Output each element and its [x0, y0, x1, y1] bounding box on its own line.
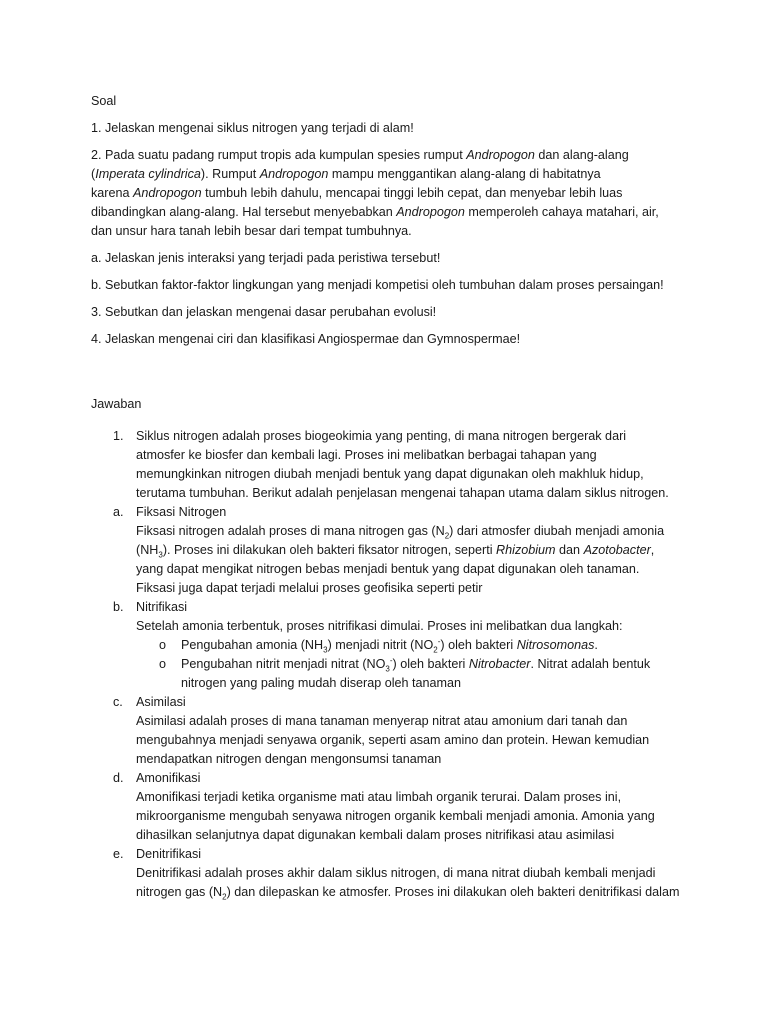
section-b-nitrifikasi	[91, 598, 691, 693]
answer-1-line: memungkinkan nitrogen diubah menjadi bentuk yang dapat digunakan oleh makhluk hidup,	[136, 467, 644, 481]
section-a-title: Fiksasi Nitrogen	[136, 505, 227, 519]
bullet-item-2	[91, 655, 691, 693]
bullet-icon: o	[159, 657, 167, 671]
section-b-title: Nitrifikasi	[136, 600, 188, 614]
section-a-line: yang dapat mengikat nitrogen bebas menjadi bentuk yang dapat digunakan oleh tanaman.	[136, 562, 640, 576]
section-a-line: Fiksasi juga dapat terjadi melalui proses geofisika seperti petir	[136, 581, 483, 595]
question-1: 1. Jelaskan mengenai siklus nitrogen yang terjadi di alam!	[91, 121, 414, 135]
answer-1-number: 1.	[113, 429, 124, 443]
answer-1-line: Siklus nitrogen adalah proses biogeokimia yang penting, di mana nitrogen bergerak dari	[136, 429, 627, 443]
section-d-letter: d.	[113, 771, 124, 785]
jawaban-heading: Jawaban	[91, 397, 142, 411]
section-d-line: Amonifikasi terjadi ketika organisme mati atau limbah organik terurai. Dalam proses ini,	[136, 790, 622, 804]
section-c-line: mendapatkan nitrogen dengan mengonsumsi tanaman	[136, 752, 442, 766]
section-c-asimilasi	[91, 693, 691, 769]
question-2-line-1: 2. Pada suatu padang rumput tropis ada kumpulan spesies rumput Andropogon dan alang-alang	[91, 148, 629, 162]
section-c-title: Asimilasi	[136, 695, 186, 709]
section-d-line: mikroorganisme mengubah senyawa nitrogen organik kembali menjadi amonia. Amonia yang	[136, 809, 655, 823]
question-2-line-3: karena Andropogon tumbuh lebih dahulu, mencapai tinggi lebih cepat, dan menyebar lebih luas	[91, 186, 623, 200]
question-2a: a. Jelaskan jenis interaksi yang terjadi pada peristiwa tersebut!	[91, 251, 441, 265]
section-b-line: Setelah amonia terbentuk, proses nitrifikasi dimulai. Proses ini melibatkan dua langkah:	[136, 619, 623, 633]
section-a-line: Fiksasi nitrogen adalah proses di mana nitrogen gas $(N_2)$ dari atmosfer diubah menjadi amonia	[136, 524, 665, 541]
question-2	[91, 146, 691, 241]
section-d-title: Amonifikasi	[136, 771, 201, 785]
soal-heading: Soal	[91, 94, 117, 108]
bullet-1-text: Pengubahan amonia $(NH_3)$ menjadi nitrit $(NO_2^-)$ oleh bakteri Nitrosomonas.	[181, 636, 598, 655]
answer-1-line: terutama tumbuhan. Berikut adalah penjelasan mengenai tahapan utama dalam siklus nitrogen.	[136, 486, 669, 500]
section-c-letter: c.	[113, 695, 123, 709]
bullet-2-text: Pengubahan nitrit menjadi nitrat $(NO_3^-)$ oleh bakteri Nitrobacter. Nitrat adalah bentuk	[181, 655, 651, 674]
document-page	[91, 92, 691, 902]
question-4: 4. Jelaskan mengenai ciri dan klasifikasi Angiospermae dan Gymnospermae!	[91, 332, 521, 346]
section-e-letter: e.	[113, 847, 124, 861]
section-a-line: $(NH_3)$. Proses ini dilakukan oleh bakteri fiksator nitrogen, seperti Rhizobium dan Azotobacter,	[136, 543, 655, 560]
section-e-line: nitrogen gas $(N_2)$ dan dilepaskan ke atmosfer. Proses ini dilakukan oleh bakteri denitrifikasi dalam	[136, 885, 680, 902]
question-2-line-5: dan unsur hara tanah lebih besar dari tempat tumbuhnya.	[91, 224, 412, 238]
section-a-letter: a.	[113, 505, 124, 519]
section-a-fiksasi	[91, 503, 691, 598]
section-c-line: Asimilasi adalah proses di mana tanaman menyerap nitrat atau amonium dari tanah dan	[136, 714, 628, 728]
bullet-icon: o	[159, 638, 167, 652]
section-e-title: Denitrifikasi	[136, 847, 202, 861]
bullet-item-1	[91, 636, 691, 655]
section-c-line: mengubahnya menjadi senyawa organik, seperti asam amino dan protein. Hewan kemudian	[136, 733, 650, 747]
section-d-amonifikasi	[91, 769, 691, 845]
question-3: 3. Sebutkan dan jelaskan mengenai dasar perubahan evolusi!	[91, 305, 437, 319]
question-2-line-2: (Imperata cylindrica). Rumput Andropogon mampu menggantikan alang-alang di habitatnya	[91, 167, 601, 181]
question-2b: b. Sebutkan faktor-faktor lingkungan yang menjadi kompetisi oleh tumbuhan dalam proses persaingan!	[91, 278, 664, 292]
bullet-2-text: nitrogen yang paling mudah diserap oleh tanaman	[181, 676, 462, 690]
answer-1-line: atmosfer ke biosfer dan kembali lagi. Proses ini melibatkan berbagai tahapan yang	[136, 448, 597, 462]
question-2-line-4: dibandingkan alang-alang. Hal tersebut menyebabkan Andropogon memperoleh cahaya matahari, air,	[91, 205, 659, 219]
section-e-denitrifikasi	[91, 845, 691, 902]
section-e-line: Denitrifikasi adalah proses akhir dalam siklus nitrogen, di mana nitrat diubah kembali menjadi	[136, 866, 656, 880]
answer-1	[91, 427, 691, 503]
section-d-line: dihasilkan selanjutnya dapat digunakan kembali dalam proses nitrifikasi atau asimilasi	[136, 828, 615, 842]
section-b-letter: b.	[113, 600, 124, 614]
